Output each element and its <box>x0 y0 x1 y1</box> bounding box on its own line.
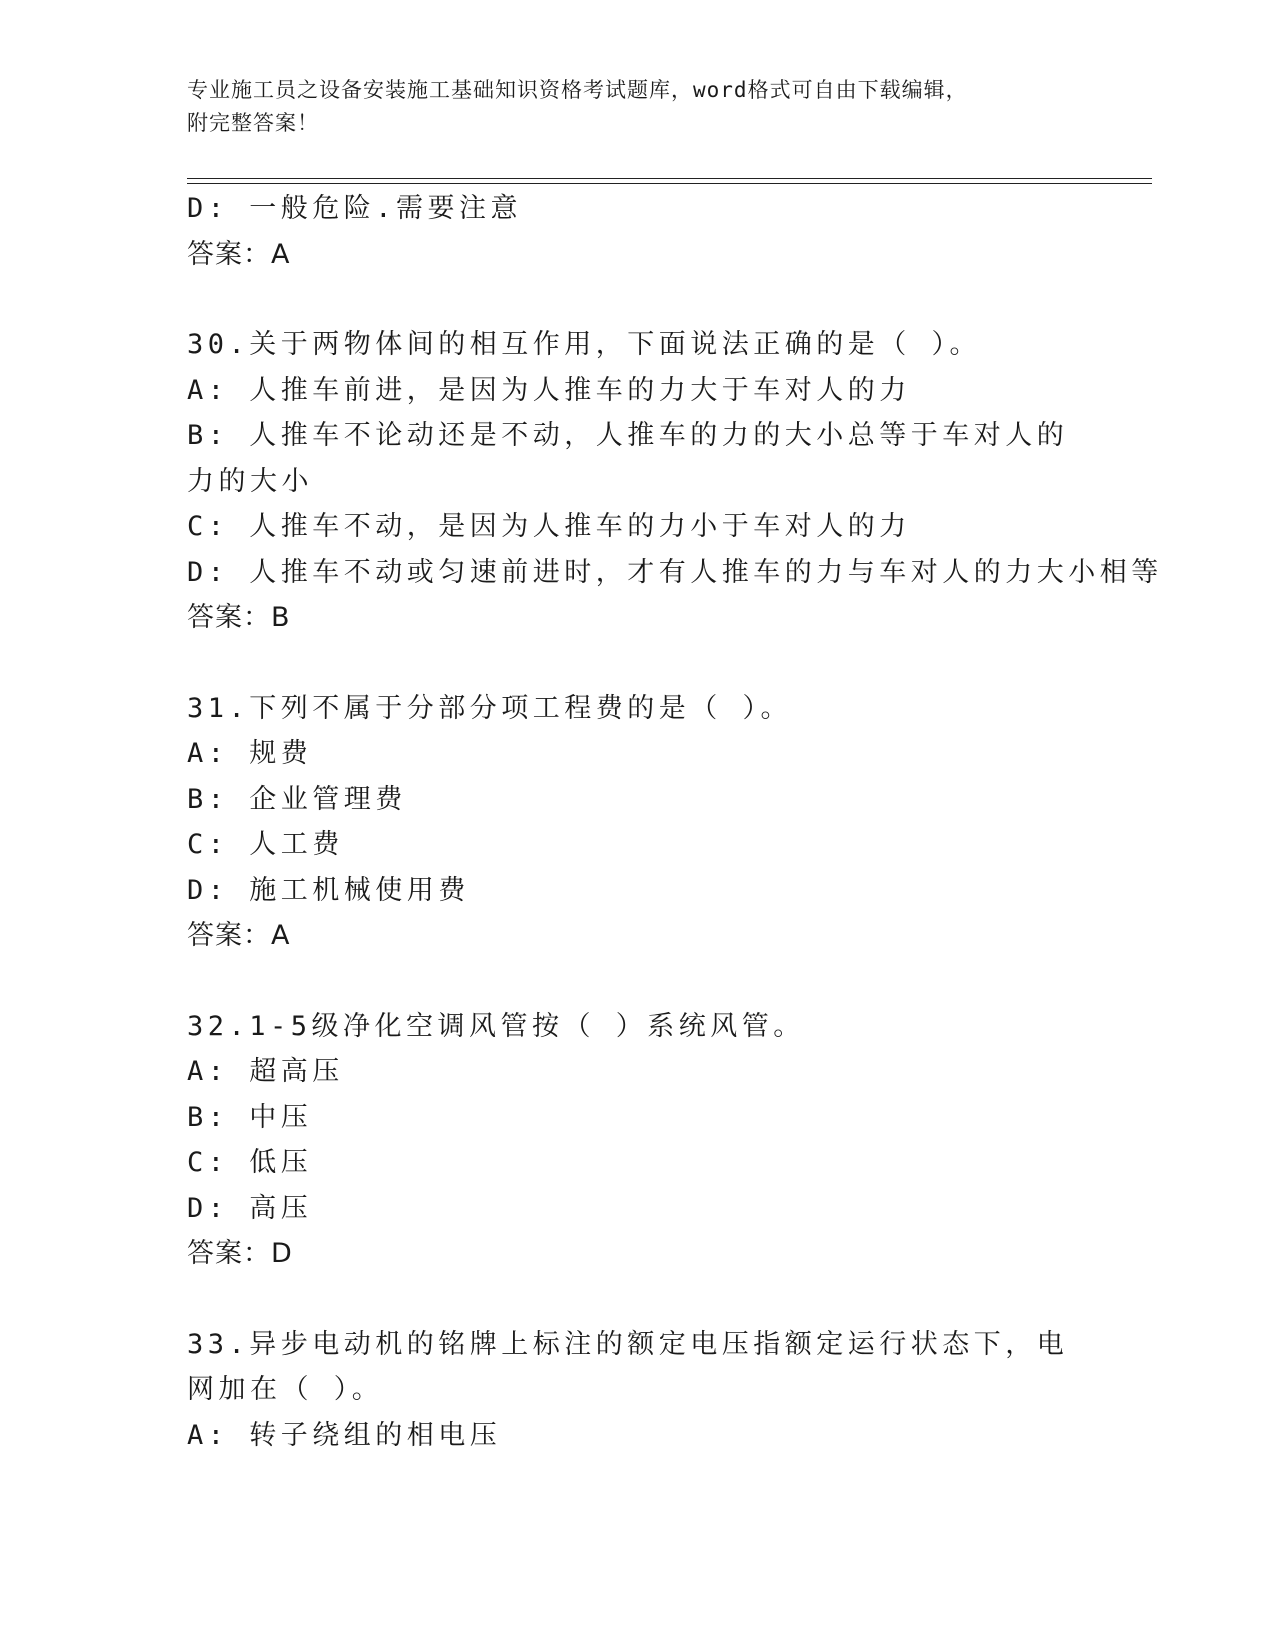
prev-question-tail <box>187 186 1087 277</box>
option-b: B: 企业管理费 <box>187 783 407 815</box>
question-32 <box>187 1004 1087 1277</box>
option-a: A: 超高压 <box>187 1056 344 1087</box>
question-stem: 33.异步电动机的铭牌上标注的额定电压指额定运行状态下，电网加在（ ）。 <box>187 1328 1069 1405</box>
question-stem: 30.关于两物体间的相互作用，下面说法正确的是（ ）。 <box>187 329 982 360</box>
option-a: A: 规费 <box>187 738 313 769</box>
answer: 答案：A <box>187 238 291 270</box>
question-31 <box>187 686 1087 959</box>
option-b: B: 中压 <box>187 1101 313 1133</box>
document-header <box>187 74 1067 140</box>
question-30 <box>187 322 1163 641</box>
answer: 答案：B <box>187 602 291 633</box>
question-stem: 32.1-5级净化空调风管按（ ）系统风管。 <box>187 1010 805 1042</box>
header-line-1: 专业施工员之设备安装施工基础知识资格考试题库，word格式可自由下载编辑， <box>187 78 968 102</box>
header-rule-top <box>187 178 1152 179</box>
answer: 答案：A <box>187 920 291 951</box>
question-33 <box>187 1322 1087 1459</box>
option-d: D: 一般危险.需要注意 <box>187 193 523 224</box>
header-rule-bottom <box>187 183 1152 184</box>
option-c: C: 人工费 <box>187 829 344 860</box>
option-a: A: 转子绕组的相电压 <box>187 1419 502 1451</box>
option-d: D: 施工机械使用费 <box>187 874 470 906</box>
option-d: D: 人推车不动或匀速前进时，才有人推车的力与车对人的力大小相等 <box>187 556 1163 588</box>
header-line-2: 附完整答案！ <box>187 111 319 135</box>
answer: 答案：D <box>187 1238 293 1269</box>
option-c: C: 低压 <box>187 1147 313 1178</box>
question-list <box>187 186 1163 1458</box>
option-d: D: 高压 <box>187 1192 313 1224</box>
option-a: A: 人推车前进，是因为人推车的力大于车对人的力 <box>187 374 911 406</box>
question-stem: 31.下列不属于分部分项工程费的是（ ）。 <box>187 692 793 724</box>
option-c: C: 人推车不动，是因为人推车的力小于车对人的力 <box>187 511 911 542</box>
option-b: B: 人推车不论动还是不动，人推车的力的大小总等于车对人的力的大小 <box>187 420 1069 497</box>
